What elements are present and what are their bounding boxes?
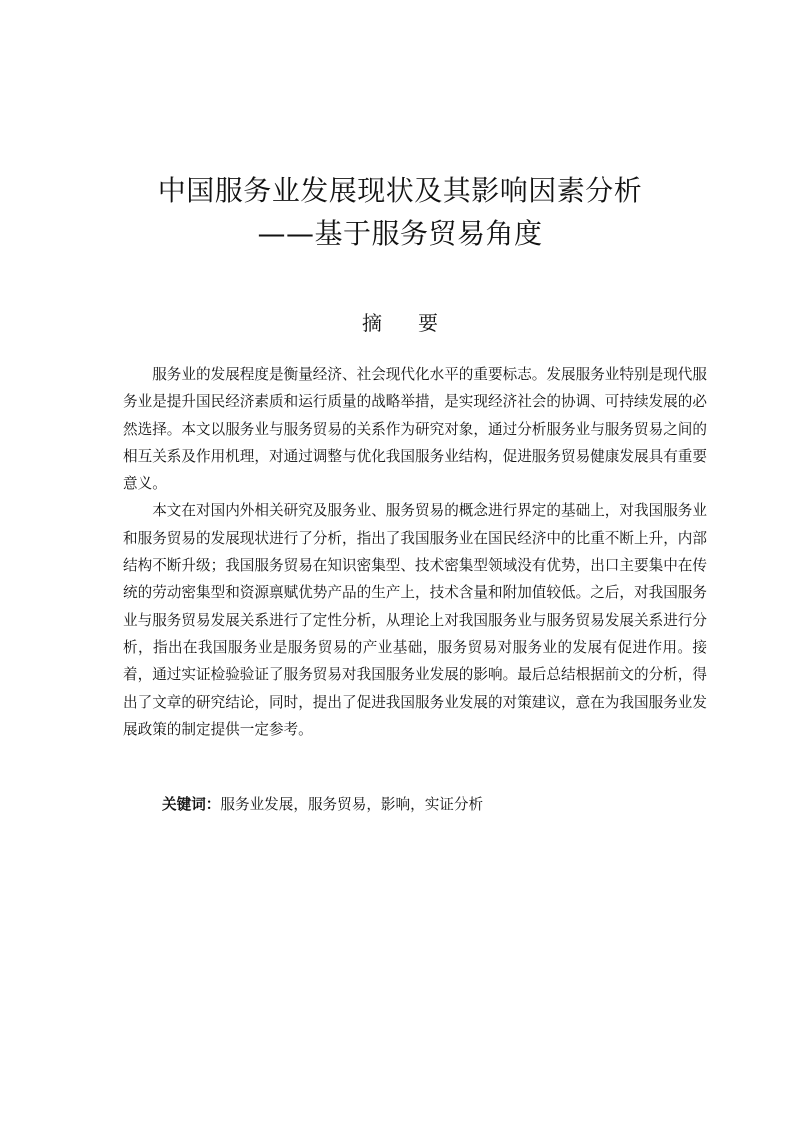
abstract-heading: 摘要	[362, 311, 474, 335]
paper-title: 中国服务业发展现状及其影响因素分析	[157, 174, 643, 207]
abstract-paragraph: 服务业的发展程度是衡量经济、社会现代化水平的重要标志。发展服务业特别是现代服务业是提升国民经济素质和运行质量的战略举措，是实现经济社会的协调、可持续发展的必然选择。本文以服务业与服务贸易的关系作为研究对象，通过分析服务业与服务贸易之间的相互关系及作用机理，对通过调整与优化我国服务业结构，促进服务贸易健康发展具有重要意义。	[123, 366, 707, 493]
keywords-value: 服务业发展，服务贸易，影响，实证分析	[220, 796, 484, 813]
keywords-line	[162, 791, 722, 818]
keywords-label: 关键词：	[162, 796, 221, 813]
abstract-body	[123, 361, 707, 743]
abstract-paragraph: 本文在对国内外相关研究及服务业、服务贸易的概念进行界定的基础上，对我国服务业和服务贸易的发展现状进行了分析，指出了我国服务业在国民经济中的比重不断上升，内部结构不断升级；我国服务贸易在知识密集型、技术密集型领域没有优势，出口主要集中在传统的劳动密集型和资源禀赋优势产品的生产上，技术含量和附加值较低。之后，对我国服务业与服务贸易发展关系进行了定性分析，从理论上对我国服务业与服务贸易发展关系进行分析，指出在我国服务业是服务贸易的产业基础，服务贸易对服务业的发展有促进作用。接着，通过实证检验验证了服务贸易对我国服务业发展的影响。最后总结根据前文的分析，得出了文章的研究结论，同时，提出了促进我国服务业发展的对策建议，意在为我国服务业发展政策的制定提供一定参考。	[123, 502, 707, 738]
paper-subtitle: ——基于服务贸易角度	[257, 217, 543, 250]
